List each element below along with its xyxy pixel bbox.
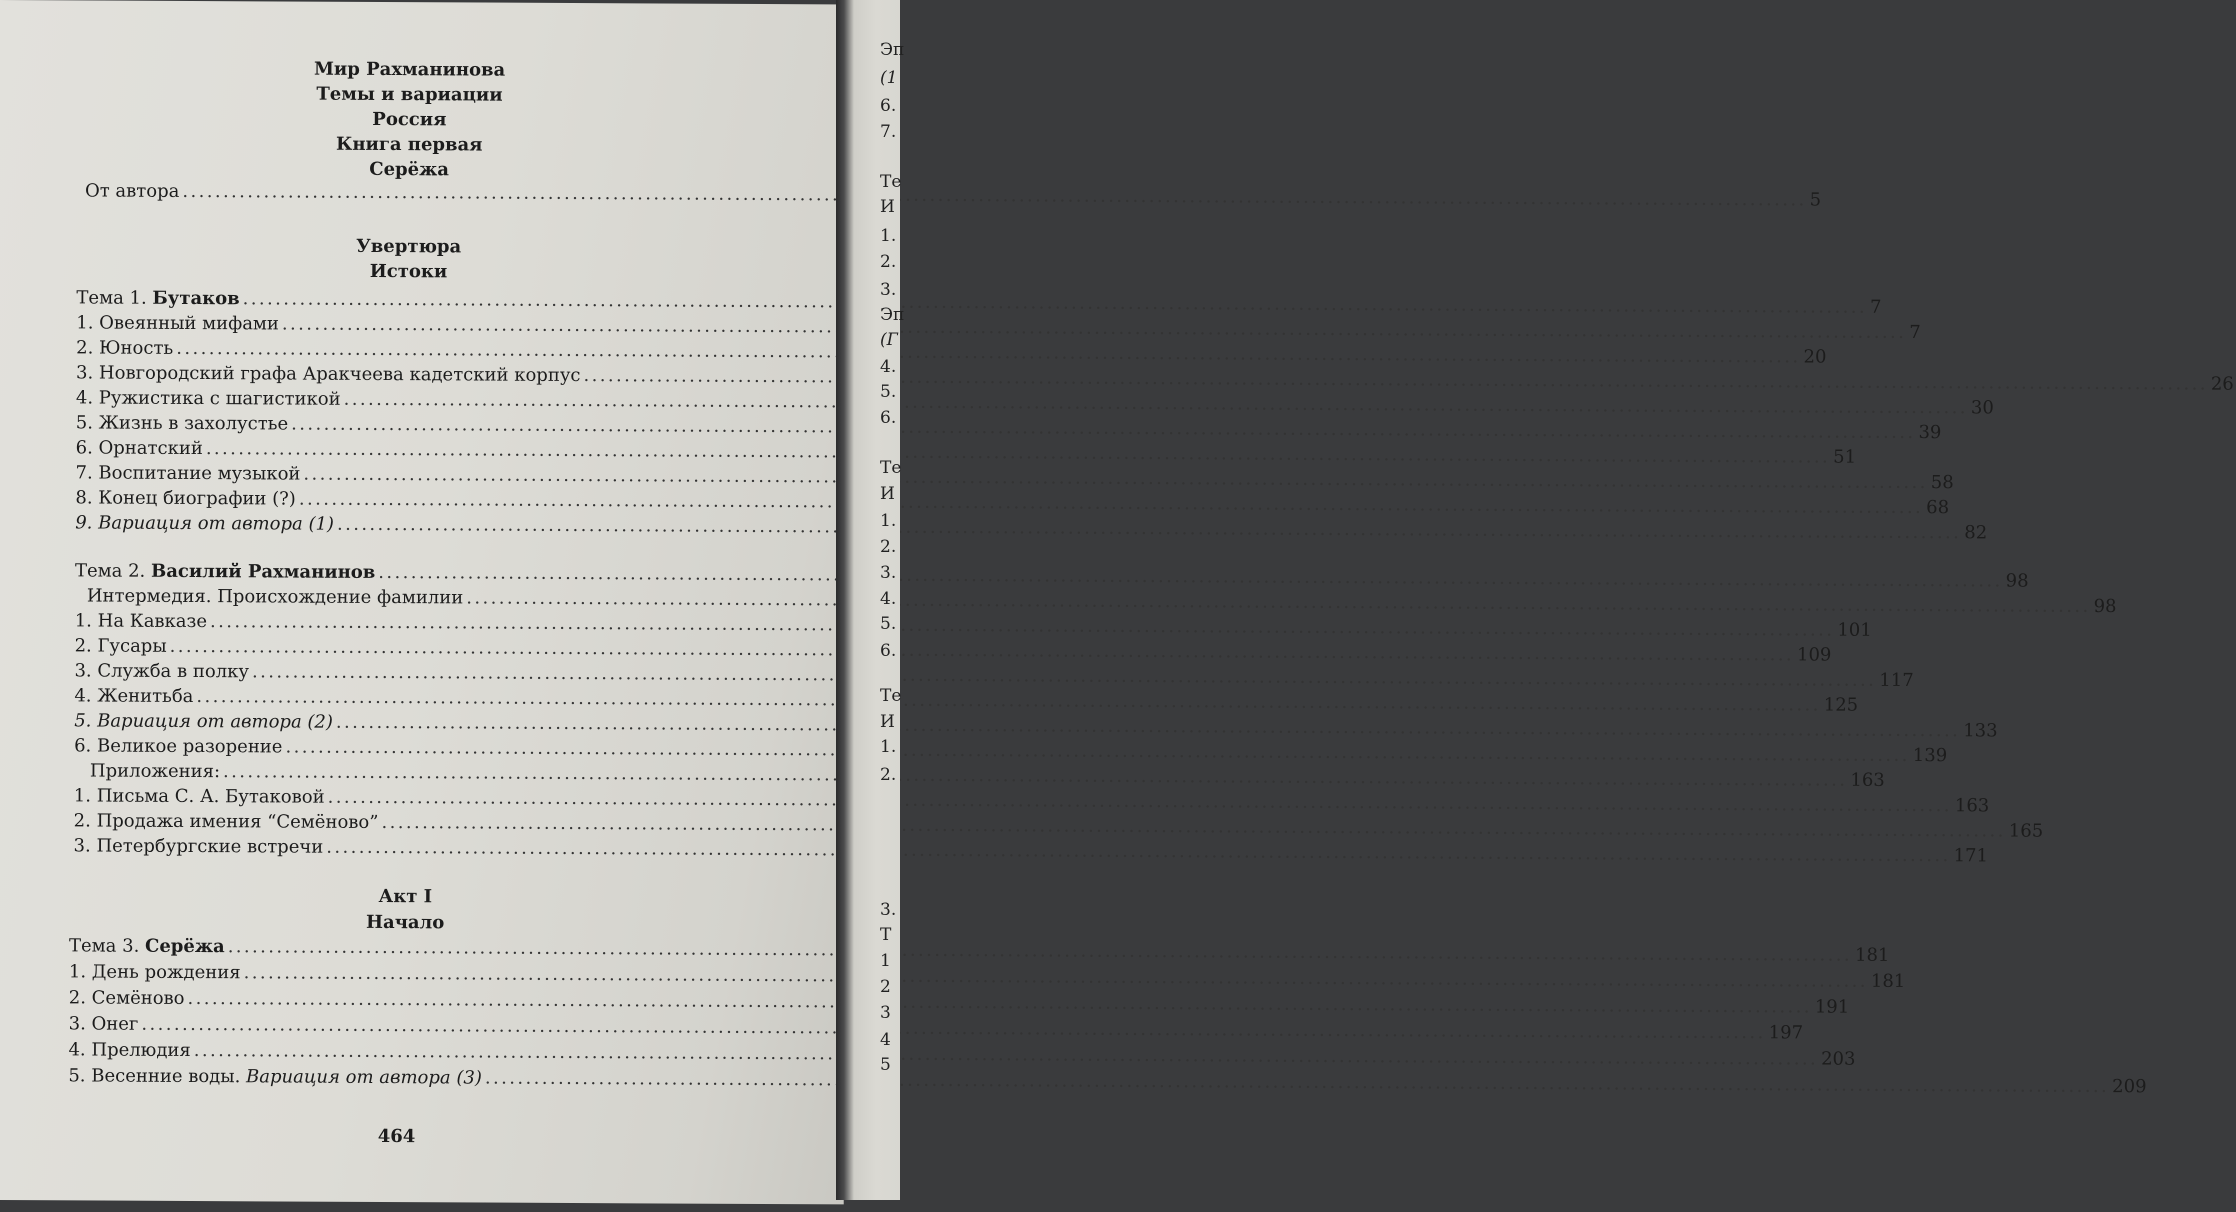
toc-entry: 2. Гусары ..... 109 xyxy=(75,635,735,659)
toc-entry: 2. Продажа имения “Семёново” ..... 165 xyxy=(74,810,734,834)
facing-page-fragment: 5. xyxy=(880,614,897,634)
toc-entry: 4. Женитьба ..... 125 xyxy=(74,685,734,709)
heading-world-of-rachmaninov: Мир Рахманинова xyxy=(313,58,506,81)
heading-russia: Россия xyxy=(372,108,447,131)
toc-entry: 8. Конец биографии (?) ..... 68 xyxy=(75,487,735,511)
facing-page-fragment: 3. xyxy=(880,900,897,920)
toc-entry: 1. Овеянный мифами ..... 7 xyxy=(76,312,736,336)
facing-page-fragment: Те xyxy=(880,686,902,706)
facing-page-fragment: 3 xyxy=(880,1003,891,1023)
facing-page-fragment: 7. xyxy=(880,122,897,142)
facing-page-fragment: 1. xyxy=(880,511,897,531)
toc-entry: 4. Прелюдия ..... 203 xyxy=(68,1039,732,1063)
leader-dots xyxy=(182,181,1806,211)
facing-page-fragment: 6. xyxy=(880,408,897,428)
heading-act-1: Акт I xyxy=(378,885,433,908)
heading-beginning: Начало xyxy=(366,911,445,934)
toc-entry-variation: 5. Вариация от автора (2) ..... 133 xyxy=(74,710,734,734)
heading-overture: Увертюра xyxy=(356,235,462,258)
facing-page-fragment: 5 xyxy=(880,1055,891,1075)
facing-page-fragment: 2. xyxy=(880,252,897,272)
toc-entry-from-author: От автора ..... 5 xyxy=(85,180,737,204)
facing-page-fragment: Те xyxy=(880,458,902,478)
toc-entry: 1. На Кавказе ..... 101 xyxy=(75,610,735,634)
heading-themes-and-variations: Темы и вариации xyxy=(316,83,503,106)
facing-page-fragment: 1 xyxy=(880,951,891,971)
facing-page-fragment: Те xyxy=(880,172,902,192)
toc-entry: 1. День рождения ..... 181 xyxy=(69,961,733,985)
facing-page-fragment: 4. xyxy=(880,589,897,609)
leader-dots xyxy=(378,562,2002,592)
toc-entry: 3. Служба в полку ..... 117 xyxy=(74,660,734,684)
facing-page-fragment: 3. xyxy=(880,563,897,583)
facing-page-fragment: 2. xyxy=(880,537,897,557)
toc-entry: 4. Ружистика с шагистикой ..... 30 xyxy=(76,387,736,411)
facing-page-fragment: 3. xyxy=(880,280,897,300)
toc-entry: 5. Весенние воды. Вариация от автора (3) ..... 209 xyxy=(68,1065,732,1089)
heading-seryozha: Серёжа xyxy=(369,158,449,181)
page-number: 464 xyxy=(377,1125,416,1148)
toc-entry: 1. Письма С. А. Бутаковой ..... 163 xyxy=(74,785,734,809)
facing-page-fragment: (Г xyxy=(880,330,898,350)
toc-theme-1: Тема 1. Бутаков ..... 7 xyxy=(76,287,736,311)
facing-page-edge xyxy=(836,0,905,1200)
toc-entry-variation: 9. Вариация от автора (1) ..... 82 xyxy=(75,512,735,536)
facing-page-fragment: Эп xyxy=(880,305,905,325)
facing-page-fragment: 6. xyxy=(880,641,897,661)
facing-page-fragment: 5. xyxy=(880,382,897,402)
toc-entry: 6. Орнатский ..... 51 xyxy=(76,437,736,461)
toc-entry: 7. Воспитание музыкой ..... 58 xyxy=(75,462,735,486)
toc-entry: 2. Юность ..... 20 xyxy=(76,337,736,361)
facing-page-fragment: И xyxy=(880,712,895,732)
facing-page-fragment: И xyxy=(880,484,895,504)
heading-book-one: Книга первая xyxy=(335,133,483,156)
toc-theme-2: Тема 2. Василий Рахманинов ..... 98 xyxy=(75,560,735,584)
facing-page-fragment: 4 xyxy=(880,1030,891,1050)
facing-page-fragment: 4. xyxy=(880,357,897,377)
facing-page-fragment: И xyxy=(880,197,895,217)
facing-page-fragment: Т xyxy=(880,925,892,945)
toc-entry-appendices: Приложения: ..... 163 xyxy=(90,760,734,784)
facing-page-fragment: 1. xyxy=(880,226,897,246)
toc-entry: 3. Онег ..... 197 xyxy=(69,1013,733,1037)
facing-page-fragment: 6. xyxy=(880,96,897,116)
toc-entry: 2. Семёново ..... 191 xyxy=(69,987,733,1011)
facing-page-fragment: (1 xyxy=(880,68,898,88)
toc-theme-3: Тема 3. Серёжа ..... 181 xyxy=(69,935,733,959)
heading-origins: Истоки xyxy=(369,260,448,283)
toc-entry-intermedia: Интермедия. Происхождение фамилии ..... 98 xyxy=(87,585,735,609)
toc-entry: 3. Петербургские встречи ..... 171 xyxy=(74,835,734,859)
leader-dots xyxy=(243,288,1867,318)
facing-page-fragment: Эп xyxy=(880,40,905,60)
facing-page-fragment: 2. xyxy=(880,765,897,785)
toc-entry: 3. Новгородский графа Аракчеева кадетский корпус ..... 26 xyxy=(76,362,736,386)
leader-dots xyxy=(228,936,1852,966)
toc-entry: 6. Великое разорение ..... 139 xyxy=(74,735,734,759)
facing-page-fragment: 2 xyxy=(880,977,891,997)
facing-page-fragment: 1. xyxy=(880,737,897,757)
toc-entry: 5. Жизнь в захолустье ..... 39 xyxy=(76,412,736,436)
